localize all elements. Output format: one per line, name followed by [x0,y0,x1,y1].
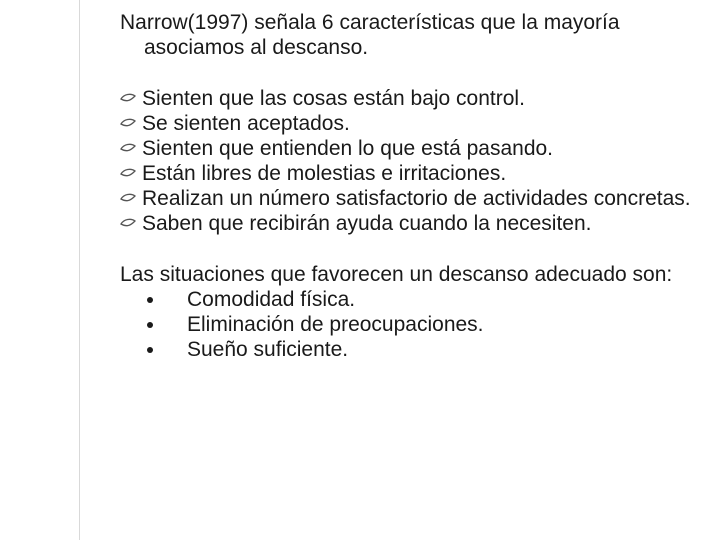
list-item [120,287,710,312]
list-item-text: Sienten que entienden lo que está pasando. [142,137,554,160]
filled-dot-bullet-icon [147,347,153,353]
list-item-text: Sueño suficiente. [187,338,349,361]
situations-heading: Las situaciones que favorecen un descanso adecuado son: [120,263,673,286]
hollow-leaf-bullet-icon [120,193,136,205]
hollow-leaf-bullet-icon [120,93,136,105]
list-item [120,337,710,362]
list-item-text: Comodidad física. [187,288,356,311]
list-item-text: Sienten que las cosas están bajo control. [142,87,525,110]
hollow-leaf-bullet-icon [120,218,136,230]
slide-left-margin-panel [0,0,80,540]
hollow-leaf-bullet-icon [120,168,136,180]
filled-dot-bullet-icon [147,322,153,328]
list-item [120,312,710,337]
list-item-text: Están libres de molestias e irritaciones. [142,162,507,185]
list-item [120,186,710,211]
hollow-leaf-bullet-icon [120,118,136,130]
hollow-leaf-bullet-icon [120,143,136,155]
list-item-text: Eliminación de preocupaciones. [187,313,484,336]
list-item [120,211,710,236]
list-item [120,111,710,136]
characteristics-list [120,86,710,236]
list-item-text: Realizan un número satisfactorio de actividades concretas. [142,187,691,210]
list-item-text: Se sienten aceptados. [142,112,350,135]
list-item [120,86,710,111]
list-item [120,161,710,186]
intro-paragraph: Narrow(1997) señala 6 características que la mayoría asociamos al descanso. [120,11,620,59]
list-item-text: Saben que recibirán ayuda cuando la necesiten. [142,212,592,235]
slide-content [120,10,710,362]
situations-list [120,287,710,362]
filled-dot-bullet-icon [147,297,153,303]
list-item [120,136,710,161]
